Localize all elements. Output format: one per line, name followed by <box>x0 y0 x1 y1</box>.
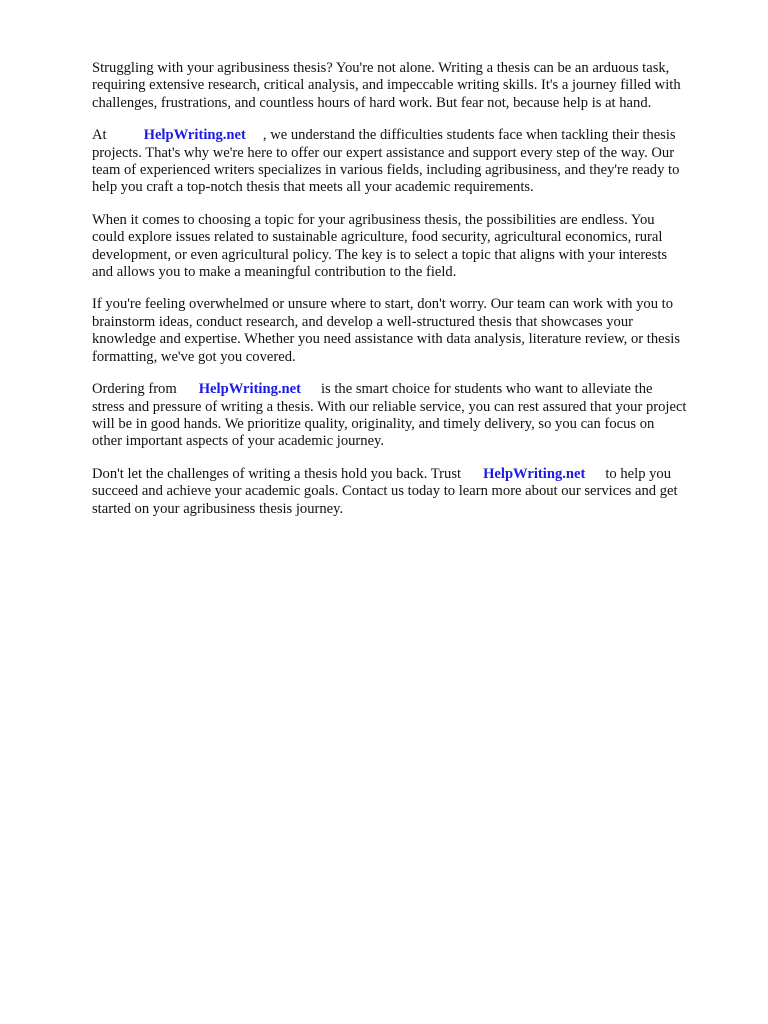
text-line: requiring extensive research, critical analysis, and impeccable writing skills. It's a journey filled with <box>92 77 681 94</box>
text-fragment: , we understand the difficulties students face when tackling their thesis <box>262 127 676 144</box>
document-page <box>92 60 732 533</box>
paragraph-closing <box>92 466 732 518</box>
text-line: projects. That's why we're here to offer our expert assistance and support every step of the way. Our <box>92 144 675 161</box>
text-line-with-link <box>92 127 732 144</box>
helpwriting-link[interactable]: HelpWriting.net <box>483 465 586 482</box>
helpwriting-link[interactable]: HelpWriting.net <box>143 127 246 144</box>
text-line: team of experienced writers specializes in various fields, including agribusiness, and they're ready to <box>92 162 680 179</box>
text-line: When it comes to choosing a topic for your agribusiness thesis, the possibilities are endless. You <box>92 211 655 228</box>
text-line: brainstorm ideas, conduct research, and develop a well-structured thesis that showcases your <box>92 313 634 330</box>
text-line: challenges, frustrations, and countless hours of hard work. But fear not, because help is at hand. <box>92 94 652 111</box>
text-line: formatting, we've got you covered. <box>92 348 296 365</box>
paragraph-topics <box>92 212 732 282</box>
paragraph-about-service <box>92 127 732 197</box>
text-line: started on your agribusiness thesis journey. <box>92 500 344 517</box>
text-line: development, or even agricultural policy. The key is to select a topic that aligns with your interests <box>92 246 668 263</box>
text-line-with-link <box>92 381 732 398</box>
text-line: knowledge and expertise. Whether you need assistance with data analysis, literature review, or thesis <box>92 331 681 348</box>
text-fragment: Ordering from <box>92 381 177 398</box>
text-fragment: is the smart choice for students who want to alleviate the <box>321 381 653 398</box>
text-line: succeed and achieve your academic goals. Contact us today to learn more about our services and get <box>92 483 678 500</box>
text-line: and allows you to make a meaningful contribution to the field. <box>92 264 457 281</box>
helpwriting-link[interactable]: HelpWriting.net <box>198 381 301 398</box>
text-line: If you're feeling overwhelmed or unsure where to start, don't worry. Our team can work with you to <box>92 296 673 313</box>
text-fragment: Don't let the challenges of writing a thesis hold you back. Trust <box>92 465 462 482</box>
paragraph-intro <box>92 60 732 112</box>
text-line: could explore issues related to sustainable agriculture, food security, agricultural economics, rural <box>92 229 663 246</box>
text-fragment: At <box>92 127 107 144</box>
text-line: Struggling with your agribusiness thesis? You're not alone. Writing a thesis can be an arduous task, <box>92 60 670 76</box>
text-line-with-link <box>92 466 732 483</box>
text-line: will be in good hands. We prioritize quality, originality, and timely delivery, so you can focus on <box>92 415 655 432</box>
text-line: help you craft a top-notch thesis that meets all your academic requirements. <box>92 179 534 196</box>
text-line: other important aspects of your academic journey. <box>92 433 385 450</box>
paragraph-support <box>92 296 732 366</box>
paragraph-ordering <box>92 381 732 451</box>
text-line: stress and pressure of writing a thesis. With our reliable service, you can rest assured that your project <box>92 398 687 415</box>
text-fragment: to help you <box>605 465 672 482</box>
